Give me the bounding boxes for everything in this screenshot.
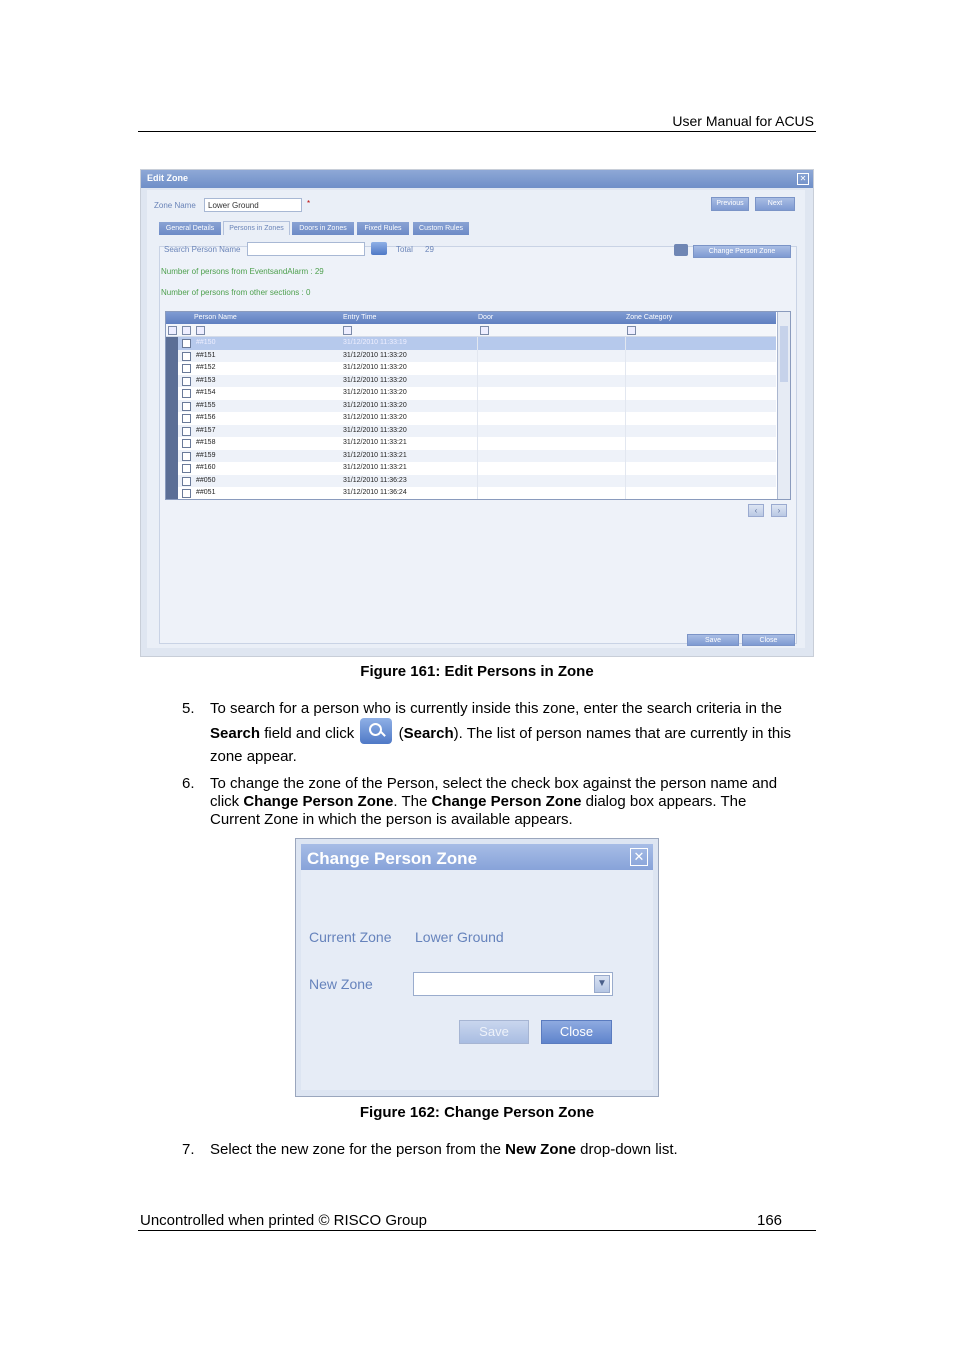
new-zone-bold: New Zone — [505, 1141, 577, 1158]
entry-time-cell: 31/12/2010 11:33:21 — [343, 464, 407, 471]
table-row[interactable] — [166, 437, 776, 450]
footer-rule — [138, 1230, 816, 1231]
row-indicator — [166, 475, 178, 488]
table-row[interactable] — [166, 462, 776, 475]
row-indicator — [166, 375, 178, 388]
required-asterisk: * — [307, 199, 311, 208]
new-zone-label: New Zone — [309, 976, 373, 992]
column-person-name[interactable]: Person Name — [194, 314, 237, 321]
entry-time-cell: 31/12/2010 11:33:20 — [343, 376, 407, 384]
entry-time-cell: 31/12/2010 11:33:20 — [343, 414, 407, 421]
close-icon[interactable]: ✕ — [630, 848, 648, 866]
column-separator — [625, 437, 626, 450]
change-person-zone-bold-2: Change Person Zone — [431, 793, 582, 810]
row-checkbox[interactable] — [182, 389, 191, 398]
search-person-input[interactable] — [247, 242, 365, 256]
new-zone-select[interactable] — [413, 972, 613, 996]
search-bold-2: Search — [403, 725, 454, 742]
person-name-cell: ##153 — [196, 376, 216, 384]
entry-time-cell: 31/12/2010 11:33:19 — [343, 339, 407, 346]
change-person-zone-button[interactable]: Change Person Zone — [693, 245, 791, 258]
row-checkbox[interactable] — [182, 452, 191, 461]
row-checkbox[interactable] — [182, 364, 191, 373]
tab-persons-in-zones[interactable]: Persons in Zones — [223, 221, 290, 235]
page-number: 166 — [757, 1212, 783, 1229]
step-7-number: 7. — [182, 1141, 195, 1158]
person-name-cell: ##160 — [196, 464, 216, 471]
person-name-cell: ##157 — [196, 426, 216, 434]
table-row[interactable] — [166, 450, 776, 463]
column-separator — [477, 425, 478, 438]
row-checkbox[interactable] — [182, 489, 191, 498]
column-separator — [625, 462, 626, 475]
column-separator — [625, 412, 626, 425]
grid-header — [166, 312, 776, 324]
previous-button[interactable]: Previous — [711, 197, 749, 211]
table-row[interactable] — [166, 337, 776, 350]
table-row[interactable] — [166, 425, 776, 438]
row-checkbox[interactable] — [182, 464, 191, 473]
header-rule — [138, 131, 816, 132]
change-person-zone-dialog — [295, 838, 659, 1097]
tab-custom-rules[interactable]: Custom Rules — [413, 222, 469, 235]
entry-time-cell: 31/12/2010 11:33:20 — [343, 389, 407, 396]
row-indicator — [166, 362, 178, 375]
column-separator — [477, 462, 478, 475]
printer-icon[interactable] — [674, 244, 688, 256]
grid-scrollbar[interactable] — [777, 312, 790, 499]
entry-time-cell: 31/12/2010 11:36:23 — [343, 476, 407, 484]
prev-page-icon[interactable]: ‹ — [748, 504, 764, 517]
column-separator — [625, 487, 626, 500]
filter-toggle-icon[interactable] — [168, 326, 177, 335]
change-person-zone-titlebar — [301, 844, 653, 870]
close-button[interactable]: Close — [541, 1020, 612, 1044]
table-row[interactable] — [166, 487, 776, 500]
chevron-down-icon[interactable]: ▼ — [594, 975, 610, 993]
edit-zone-titlebar — [141, 170, 813, 188]
tab-general-details[interactable]: General Details — [159, 222, 221, 235]
step-5-text: field and click — [260, 725, 359, 742]
row-indicator — [166, 412, 178, 425]
column-separator — [625, 475, 626, 488]
step-5-line-3: zone appear. — [210, 748, 297, 765]
person-name-cell: ##156 — [196, 414, 216, 421]
step-6-text-a: click — [210, 793, 244, 810]
column-separator — [625, 400, 626, 413]
row-indicator — [166, 437, 178, 450]
current-zone-label: Current Zone — [309, 929, 392, 945]
search-bold: Search — [210, 725, 261, 742]
row-indicator — [166, 337, 178, 350]
tab-fixed-rules[interactable]: Fixed Rules — [357, 222, 409, 235]
column-separator — [477, 400, 478, 413]
column-separator — [625, 450, 626, 463]
row-checkbox[interactable] — [182, 414, 191, 423]
entry-time-cell: 31/12/2010 11:33:21 — [343, 439, 407, 446]
total-label: Total — [396, 245, 413, 254]
column-separator — [477, 375, 478, 388]
step-5-number: 5. — [182, 700, 195, 717]
column-separator — [625, 337, 626, 350]
row-checkbox[interactable] — [182, 339, 191, 348]
person-name-cell: ##155 — [196, 401, 216, 409]
select-all-checkbox[interactable] — [182, 326, 191, 335]
change-person-zone-bold: Change Person Zone — [243, 793, 394, 810]
row-indicator — [166, 450, 178, 463]
column-separator — [625, 375, 626, 388]
zone-name-label: Zone Name — [154, 201, 196, 210]
step-6-text-c: dialog box appears. The — [581, 793, 747, 810]
entry-time-cell: 31/12/2010 11:33:20 — [343, 426, 407, 434]
scrollbar-thumb[interactable] — [780, 326, 788, 382]
person-name-cell: ##151 — [196, 351, 216, 359]
step-6-line-3: Current Zone in which the person is available appears. — [210, 811, 573, 828]
row-checkbox[interactable] — [182, 427, 191, 436]
column-separator — [477, 350, 478, 363]
step-7-text-b: drop-down list. — [576, 1141, 678, 1158]
search-icon — [360, 718, 392, 744]
row-indicator — [166, 350, 178, 363]
column-separator — [477, 475, 478, 488]
figure-162-caption: Figure 162: Change Person Zone — [359, 1104, 595, 1121]
column-separator — [477, 387, 478, 400]
row-checkbox[interactable] — [182, 402, 191, 411]
person-name-cell: ##051 — [196, 489, 216, 496]
figure-161-caption: Figure 161: Edit Persons in Zone — [360, 663, 594, 680]
next-button[interactable]: Next — [755, 197, 795, 211]
tab-doors-in-zones[interactable]: Doors in Zones — [292, 222, 354, 235]
filter-door-icon[interactable] — [480, 326, 489, 335]
entry-time-cell: 31/12/2010 11:33:20 — [343, 351, 407, 359]
next-page-icon[interactable]: › — [771, 504, 787, 517]
other-sections-count: Number of persons from other sections : 0 — [161, 288, 311, 297]
table-row[interactable] — [166, 350, 776, 363]
step-5-text-2: ). The list of person names that are currently in this — [453, 725, 792, 742]
table-row[interactable] — [166, 375, 776, 388]
column-door[interactable]: Door — [478, 314, 494, 321]
table-row[interactable] — [166, 362, 776, 375]
column-separator — [477, 412, 478, 425]
entry-time-cell: 31/12/2010 11:33:21 — [343, 451, 407, 459]
entry-time-cell: 31/12/2010 11:36:24 — [343, 489, 407, 496]
entry-time-cell: 31/12/2010 11:33:20 — [343, 401, 407, 409]
column-separator — [625, 350, 626, 363]
footer-left: Uncontrolled when printed © RISCO Group — [140, 1212, 428, 1229]
save-button[interactable]: Save — [459, 1020, 529, 1044]
person-name-cell: ##152 — [196, 364, 216, 371]
column-entry-time[interactable]: Entry Time — [343, 314, 377, 321]
column-separator — [625, 362, 626, 375]
column-separator — [625, 425, 626, 438]
filter-entry-time-icon[interactable] — [343, 326, 352, 335]
column-separator — [477, 437, 478, 450]
table-row[interactable] — [166, 387, 776, 400]
table-row[interactable] — [166, 400, 776, 413]
table-row[interactable] — [166, 412, 776, 425]
column-separator — [477, 487, 478, 500]
row-indicator — [166, 400, 178, 413]
row-indicator — [166, 487, 178, 500]
row-indicator — [166, 462, 178, 475]
close-icon[interactable]: ✕ — [797, 173, 809, 185]
step-6-line-2 — [210, 793, 820, 811]
step-7-text-a: Select the new zone for the person from the — [210, 1141, 506, 1158]
save-button[interactable]: Save — [687, 634, 739, 646]
entry-time-cell: 31/12/2010 11:33:20 — [343, 364, 407, 371]
column-separator — [477, 337, 478, 350]
column-zone-category[interactable]: Zone Category — [626, 314, 673, 321]
table-row[interactable] — [166, 475, 776, 488]
close-button[interactable]: Close — [742, 634, 795, 646]
zone-name-input[interactable]: Lower Ground — [204, 198, 302, 212]
step-7-line-1 — [210, 1141, 820, 1159]
column-separator — [625, 387, 626, 400]
step-5-line-2 — [210, 718, 820, 744]
step-6-number: 6. — [182, 775, 195, 792]
filter-person-name-icon[interactable] — [196, 326, 205, 335]
person-name-cell: ##159 — [196, 451, 216, 459]
row-checkbox[interactable] — [182, 377, 191, 386]
row-indicator — [166, 425, 178, 438]
step-5-paren: ( — [398, 725, 404, 742]
step-6-line-1: To change the zone of the Person, select the check box against the person name and — [210, 775, 778, 792]
events-alarm-count: Number of persons from EventsandAlarm : 29 — [161, 267, 324, 276]
total-value: 29 — [425, 245, 434, 254]
row-checkbox[interactable] — [182, 352, 191, 361]
grid-rows — [166, 337, 776, 500]
search-icon[interactable] — [371, 242, 387, 255]
current-zone-value: Lower Ground — [415, 929, 504, 945]
person-name-cell: ##150 — [196, 339, 216, 346]
person-name-cell: ##050 — [196, 476, 216, 484]
search-person-name-label: Search Person Name — [164, 245, 241, 254]
column-separator — [477, 450, 478, 463]
person-name-cell: ##158 — [196, 439, 216, 446]
step-5-line-1: To search for a person who is currently inside this zone, enter the search criteria in the — [210, 700, 782, 717]
persons-grid — [165, 311, 791, 500]
edit-zone-title: Edit Zone — [147, 173, 188, 183]
row-checkbox[interactable] — [182, 477, 191, 486]
row-indicator — [166, 387, 178, 400]
row-checkbox[interactable] — [182, 439, 191, 448]
header-title: User Manual for ACUS — [672, 113, 814, 129]
grid-filter-row — [166, 324, 776, 337]
filter-zone-category-icon[interactable] — [627, 326, 636, 335]
person-name-cell: ##154 — [196, 389, 216, 396]
change-person-zone-title: Change Person Zone — [307, 849, 478, 868]
step-6-text-b: . The — [393, 793, 432, 810]
column-separator — [477, 362, 478, 375]
